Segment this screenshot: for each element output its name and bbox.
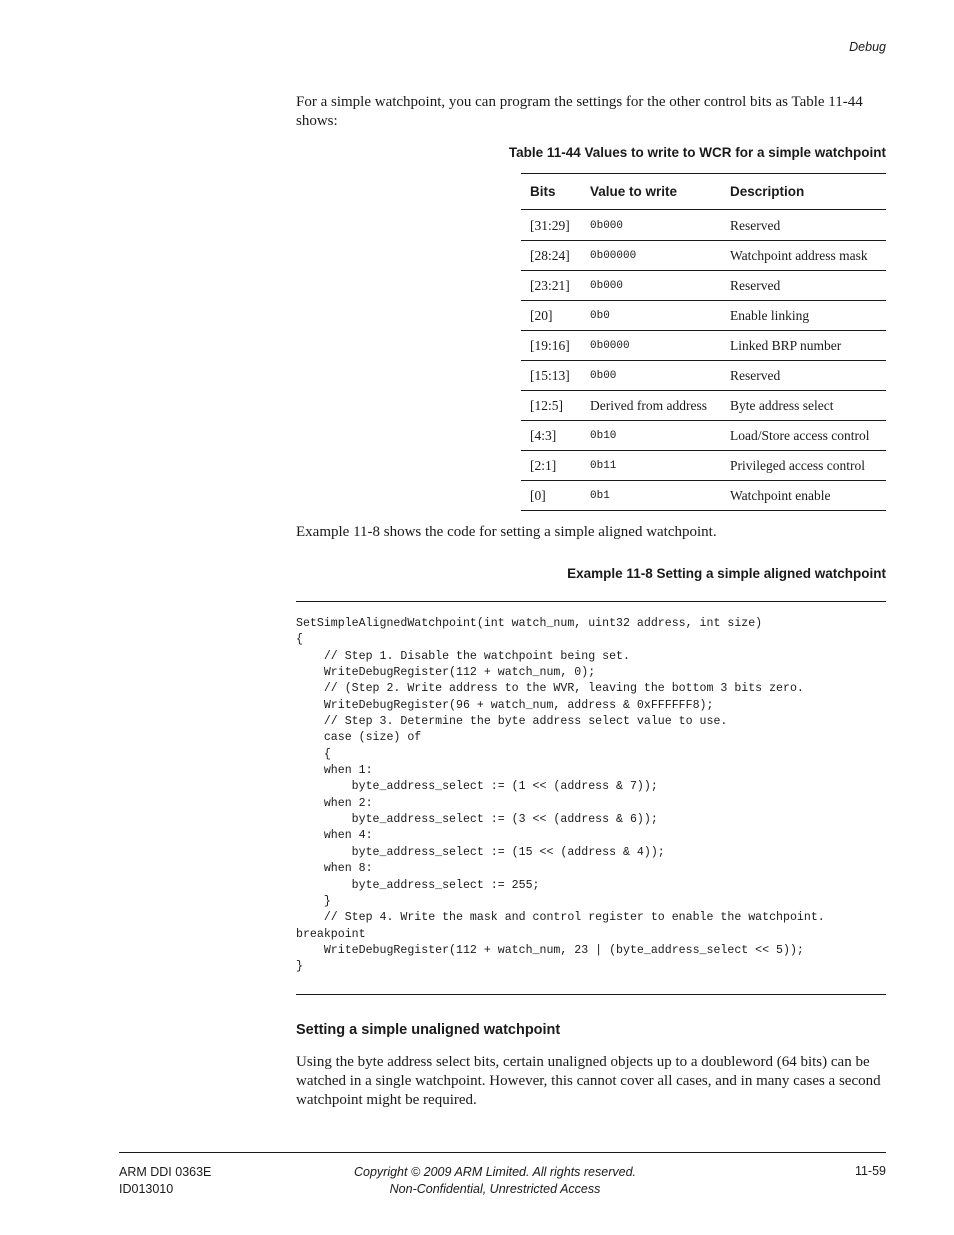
bits-cell: [23:21] bbox=[521, 271, 581, 301]
bits-cell: [28:24] bbox=[521, 241, 581, 271]
description-cell: Byte address select bbox=[721, 391, 886, 421]
bits-cell: [12:5] bbox=[521, 391, 581, 421]
doc-id: ID013010 bbox=[119, 1182, 174, 1196]
footer-doc-info bbox=[119, 1164, 211, 1198]
example-reference-paragraph: Example 11-8 shows the code for setting a simple aligned watchpoint. bbox=[296, 524, 717, 540]
section-heading: Setting a simple unaligned watchpoint bbox=[296, 1022, 561, 1038]
page-number: 11-59 bbox=[854, 1164, 886, 1178]
value-cell: 0b00 bbox=[581, 361, 721, 391]
value-cell: 0b000 bbox=[581, 210, 721, 241]
footer-rule bbox=[119, 1152, 886, 1153]
table-row bbox=[521, 391, 886, 421]
bits-cell: [2:1] bbox=[521, 451, 581, 481]
example-top-rule bbox=[296, 601, 886, 602]
description-cell: Enable linking bbox=[721, 301, 886, 331]
access-notice: Non-Confidential, Unrestricted Access bbox=[389, 1182, 601, 1196]
code-listing: SetSimpleAlignedWatchpoint(int watch_num, uint32 address, int size) { // Step 1. Disable the watchpoint being set. WriteDebugRegister(112 + watch_num, 0); // (Step 2. Write address to the WVR, leaving the bottom 3 bits zero. WriteDebugRegister(96 + watch_num, address & 0xFFFFFF8); // Step 3. Determine the byte address select value to use. case (size) of { when 1: byte_address_select := (1 << (address & 7)); when 2: byte_address_select := (3 << (address & 6)); when 4: byte_address_select := (15 << (address & 4)); when 8: byte_address_select := 255; } // Step 4. Write the mask and control register to enable the watchpoint. breakpoint WriteDebugRegister(112 + watch_num, 23 | (byte_address_select << 5)); } bbox=[296, 617, 825, 974]
table-row bbox=[521, 481, 886, 511]
description-cell: Reserved bbox=[721, 210, 886, 241]
description-cell: Reserved bbox=[721, 361, 886, 391]
table-row bbox=[521, 421, 886, 451]
table-row bbox=[521, 451, 886, 481]
table-row bbox=[521, 271, 886, 301]
bits-cell: [20] bbox=[521, 301, 581, 331]
footer-legal bbox=[300, 1164, 690, 1198]
description-cell: Linked BRP number bbox=[721, 331, 886, 361]
table-caption: Table 11-44 Values to write to WCR for a simple watchpoint bbox=[508, 145, 886, 160]
value-cell: 0b0000 bbox=[581, 331, 721, 361]
value-cell: 0b1 bbox=[581, 481, 721, 511]
table-row bbox=[521, 331, 886, 361]
value-cell: Derived from address bbox=[581, 391, 721, 421]
running-header: Debug bbox=[849, 40, 886, 54]
description-cell: Watchpoint address mask bbox=[721, 241, 886, 271]
value-cell: 0b000 bbox=[581, 271, 721, 301]
bits-cell: [19:16] bbox=[521, 331, 581, 361]
bits-cell: [0] bbox=[521, 481, 581, 511]
value-cell: 0b00000 bbox=[581, 241, 721, 271]
table-header-row bbox=[521, 174, 886, 210]
example-bottom-rule bbox=[296, 994, 886, 995]
bits-cell: [31:29] bbox=[521, 210, 581, 241]
doc-number: ARM DDI 0363E bbox=[119, 1165, 212, 1179]
column-header-description: Description bbox=[721, 174, 886, 210]
bits-cell: [15:13] bbox=[521, 361, 581, 391]
description-cell: Reserved bbox=[721, 271, 886, 301]
table-row bbox=[521, 210, 886, 241]
column-header-value: Value to write bbox=[581, 174, 721, 210]
intro-paragraph: For a simple watchpoint, you can program the settings for the other control bits as Table 11-44 shows: bbox=[296, 94, 863, 129]
column-header-bits: Bits bbox=[521, 174, 581, 210]
table-row bbox=[521, 361, 886, 391]
bits-cell: [4:3] bbox=[521, 421, 581, 451]
table-row bbox=[521, 241, 886, 271]
value-cell: 0b0 bbox=[581, 301, 721, 331]
table-row bbox=[521, 301, 886, 331]
wcr-values-table bbox=[521, 173, 886, 511]
value-cell: 0b10 bbox=[581, 421, 721, 451]
value-cell: 0b11 bbox=[581, 451, 721, 481]
description-cell: Load/Store access control bbox=[721, 421, 886, 451]
description-cell: Watchpoint enable bbox=[721, 481, 886, 511]
example-caption: Example 11-8 Setting a simple aligned watchpoint bbox=[567, 566, 886, 581]
copyright-notice: Copyright © 2009 ARM Limited. All rights reserved. bbox=[353, 1165, 636, 1179]
description-cell: Privileged access control bbox=[721, 451, 886, 481]
unaligned-paragraph: Using the byte address select bits, certain unaligned objects up to a doubleword (64 bits) can be watched in a single watchpoint. However, this cannot cover all cases, and in many cases a second watchpoint might be required. bbox=[296, 1054, 881, 1108]
